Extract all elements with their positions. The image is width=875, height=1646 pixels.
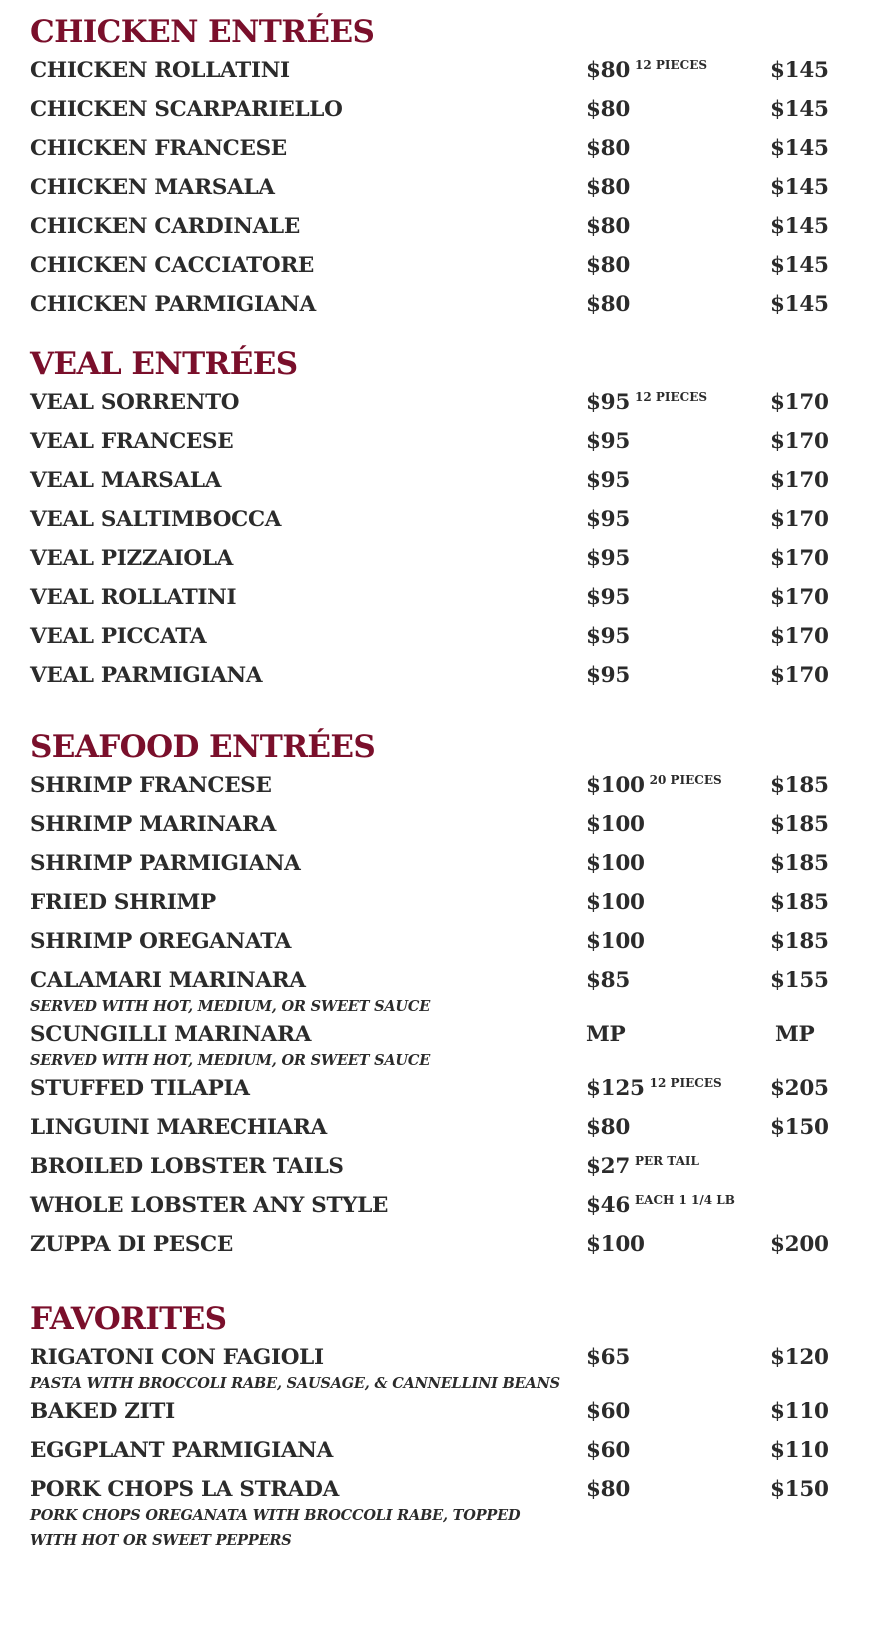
item-price-small — [586, 427, 630, 457]
item-price-large: $145 — [770, 253, 829, 278]
menu-item — [30, 173, 850, 212]
item-price-small — [586, 1020, 625, 1050]
item-price-large: $170 — [770, 507, 829, 532]
menu-item — [30, 966, 850, 1020]
price-value: $125 — [586, 1076, 645, 1101]
item-description: PASTA WITH BROCCOLI RABE, SAUSAGE, & CANNELLINI BEANS — [30, 1375, 560, 1392]
price-value: $100 — [586, 851, 645, 876]
item-price-small — [586, 622, 630, 652]
item-name: ZUPPA DI PESCE — [30, 1232, 233, 1257]
item-name: VEAL PARMIGIANA — [30, 663, 263, 688]
menu-item — [30, 1113, 850, 1152]
item-price-small — [586, 95, 630, 125]
price-value: $85 — [586, 968, 630, 993]
menu-item — [30, 466, 850, 505]
price-value: $95 — [586, 585, 630, 610]
item-name: BAKED ZITI — [30, 1399, 175, 1424]
item-price-small — [586, 771, 722, 801]
item-price-large: $150 — [770, 1115, 829, 1140]
item-price-large: $120 — [770, 1345, 829, 1370]
item-name: VEAL FRANCESE — [30, 429, 234, 454]
item-name: LINGUINI MARECHIARA — [30, 1115, 327, 1140]
item-name: CHICKEN ROLLATINI — [30, 58, 290, 83]
price-note: 20 PIECES — [649, 773, 722, 787]
section-chicken-entrees — [30, 14, 850, 329]
price-value: $46 — [586, 1193, 630, 1218]
price-value: $95 — [586, 624, 630, 649]
menu-item — [30, 927, 850, 966]
item-description: SERVED WITH HOT, MEDIUM, OR SWEET SAUCE — [30, 1052, 431, 1069]
menu-item — [30, 95, 850, 134]
item-price-large: $145 — [770, 97, 829, 122]
item-price-small — [586, 173, 630, 203]
item-price-large: $145 — [770, 136, 829, 161]
item-name: VEAL PIZZAIOLA — [30, 546, 234, 571]
item-name: VEAL ROLLATINI — [30, 585, 237, 610]
item-price-small — [586, 1230, 645, 1260]
item-name: CHICKEN FRANCESE — [30, 136, 287, 161]
menu-item — [30, 544, 850, 583]
price-value: $100 — [586, 890, 645, 915]
menu-item — [30, 1191, 850, 1230]
item-price-small — [586, 966, 630, 996]
price-value: $80 — [586, 97, 630, 122]
price-value: $80 — [586, 58, 630, 83]
item-name: CHICKEN CARDINALE — [30, 214, 300, 239]
menu-item — [30, 134, 850, 173]
menu-item — [30, 888, 850, 927]
menu-item — [30, 583, 850, 622]
price-value: $95 — [586, 663, 630, 688]
menu-item — [30, 771, 850, 810]
item-name: SHRIMP OREGANATA — [30, 929, 292, 954]
item-price-small — [586, 212, 630, 242]
item-price-small — [586, 849, 645, 879]
price-value: $80 — [586, 175, 630, 200]
price-value: $65 — [586, 1345, 630, 1370]
item-price-small — [586, 134, 630, 164]
item-name: PORK CHOPS LA STRADA — [30, 1477, 339, 1502]
item-price-small — [586, 1397, 630, 1427]
item-price-small — [586, 1343, 630, 1373]
item-price-large: $170 — [770, 429, 829, 454]
item-price-small — [586, 388, 707, 418]
item-price-small — [586, 56, 707, 86]
price-value: $80 — [586, 1115, 630, 1140]
item-price-small — [586, 888, 645, 918]
menu-item — [30, 1152, 850, 1191]
item-name: WHOLE LOBSTER ANY STYLE — [30, 1193, 389, 1218]
item-price-large: $185 — [770, 851, 829, 876]
price-value: $60 — [586, 1438, 630, 1463]
price-value: MP — [586, 1022, 626, 1047]
item-price-large: $145 — [770, 214, 829, 239]
section-title: CHICKEN ENTRÉES — [30, 14, 375, 50]
item-price-large: $170 — [770, 663, 829, 688]
item-price-large: $110 — [770, 1438, 829, 1463]
menu-item — [30, 1020, 850, 1074]
item-price-large: $170 — [770, 624, 829, 649]
item-price-large: $110 — [770, 1399, 829, 1424]
item-name: VEAL SORRENTO — [30, 390, 240, 415]
item-price-small — [586, 1152, 699, 1182]
item-price-large: $170 — [770, 546, 829, 571]
price-value: $80 — [586, 136, 630, 161]
menu-item — [30, 1343, 850, 1397]
item-description: PORK CHOPS OREGANATA WITH BROCCOLI RABE, TOPPED WITH HOT OR SWEET PEPPERS — [30, 1507, 521, 1549]
price-value: $95 — [586, 507, 630, 532]
item-price-small — [586, 466, 630, 496]
section-veal-entrees — [30, 346, 850, 700]
item-price-large: $170 — [770, 468, 829, 493]
item-price-small — [586, 661, 630, 691]
price-value: $100 — [586, 929, 645, 954]
item-name: CHICKEN SCARPARIELLO — [30, 97, 343, 122]
item-price-small — [586, 1191, 735, 1221]
menu-item — [30, 622, 850, 661]
menu-item — [30, 388, 850, 427]
price-value: $95 — [586, 468, 630, 493]
item-price-small — [586, 810, 645, 840]
price-note: 12 PIECES — [634, 58, 708, 72]
item-price-small — [586, 1475, 630, 1505]
item-name: CHICKEN MARSALA — [30, 175, 275, 200]
item-name: EGGPLANT PARMIGIANA — [30, 1438, 333, 1463]
item-name: VEAL PICCATA — [30, 624, 207, 649]
item-price-large: $185 — [770, 929, 829, 954]
item-price-small — [586, 1113, 630, 1143]
item-price-large: $170 — [770, 390, 829, 415]
menu-item — [30, 427, 850, 466]
item-name: VEAL MARSALA — [30, 468, 222, 493]
item-price-small — [586, 290, 630, 320]
item-name: BROILED LOBSTER TAILS — [30, 1154, 344, 1179]
price-value: $60 — [586, 1399, 630, 1424]
menu-item — [30, 1074, 850, 1113]
menu-item — [30, 1230, 850, 1269]
item-price-large: $185 — [770, 812, 829, 837]
menu-item — [30, 810, 850, 849]
menu-item — [30, 1397, 850, 1436]
price-value: $100 — [586, 773, 645, 798]
menu-item — [30, 212, 850, 251]
price-note: EACH 1 1/4 LB — [634, 1193, 735, 1207]
item-price-large: $145 — [770, 292, 829, 317]
price-value: $95 — [586, 429, 630, 454]
item-description: SERVED WITH HOT, MEDIUM, OR SWEET SAUCE — [30, 998, 431, 1015]
item-price-small — [586, 505, 630, 535]
menu-item — [30, 661, 850, 700]
section-favorites — [30, 1301, 850, 1555]
section-title: FAVORITES — [30, 1301, 227, 1337]
item-name: CHICKEN PARMIGIANA — [30, 292, 316, 317]
price-note: 12 PIECES — [649, 1076, 722, 1090]
item-price-small — [586, 544, 630, 574]
price-value: $80 — [586, 1477, 630, 1502]
price-note: 12 PIECES — [634, 390, 708, 404]
item-price-large: $145 — [770, 58, 829, 83]
price-note: PER TAIL — [634, 1154, 699, 1168]
item-name: STUFFED TILAPIA — [30, 1076, 250, 1101]
item-name: RIGATONI CON FAGIOLI — [30, 1345, 324, 1370]
item-price-large: $170 — [770, 585, 829, 610]
price-value: $80 — [586, 253, 630, 278]
item-price-large: $205 — [770, 1076, 829, 1101]
price-value: $100 — [586, 812, 645, 837]
price-value: $95 — [586, 546, 630, 571]
item-price-small — [586, 1074, 722, 1104]
item-price-small — [586, 583, 630, 613]
item-price-large: $185 — [770, 890, 829, 915]
menu-item — [30, 505, 850, 544]
menu-item — [30, 849, 850, 888]
item-price-large: MP — [775, 1022, 815, 1047]
item-price-small — [586, 251, 630, 281]
item-name: SHRIMP MARINARA — [30, 812, 277, 837]
item-name: CHICKEN CACCIATORE — [30, 253, 314, 278]
section-title: SEAFOOD ENTRÉES — [30, 729, 376, 765]
section-seafood-entrees — [30, 729, 850, 1269]
item-name: SHRIMP PARMIGIANA — [30, 851, 301, 876]
item-price-small — [586, 927, 645, 957]
price-value: $95 — [586, 390, 630, 415]
price-value: $100 — [586, 1232, 645, 1257]
menu-item — [30, 251, 850, 290]
item-price-large: $145 — [770, 175, 829, 200]
item-name: SCUNGILLI MARINARA — [30, 1022, 312, 1047]
section-title: VEAL ENTRÉES — [30, 346, 298, 382]
item-price-large: $150 — [770, 1477, 829, 1502]
item-name: FRIED SHRIMP — [30, 890, 216, 915]
item-price-large: $155 — [770, 968, 829, 993]
menu-item — [30, 290, 850, 329]
item-name: VEAL SALTIMBOCCA — [30, 507, 282, 532]
price-value: $80 — [586, 214, 630, 239]
item-name: SHRIMP FRANCESE — [30, 773, 272, 798]
price-value: $80 — [586, 292, 630, 317]
item-name: CALAMARI MARINARA — [30, 968, 306, 993]
menu-item — [30, 1475, 850, 1555]
item-price-large: $185 — [770, 773, 829, 798]
menu-item — [30, 1436, 850, 1475]
item-price-small — [586, 1436, 630, 1466]
item-price-large: $200 — [770, 1232, 829, 1257]
price-value: $27 — [586, 1154, 630, 1179]
menu-item — [30, 56, 850, 95]
